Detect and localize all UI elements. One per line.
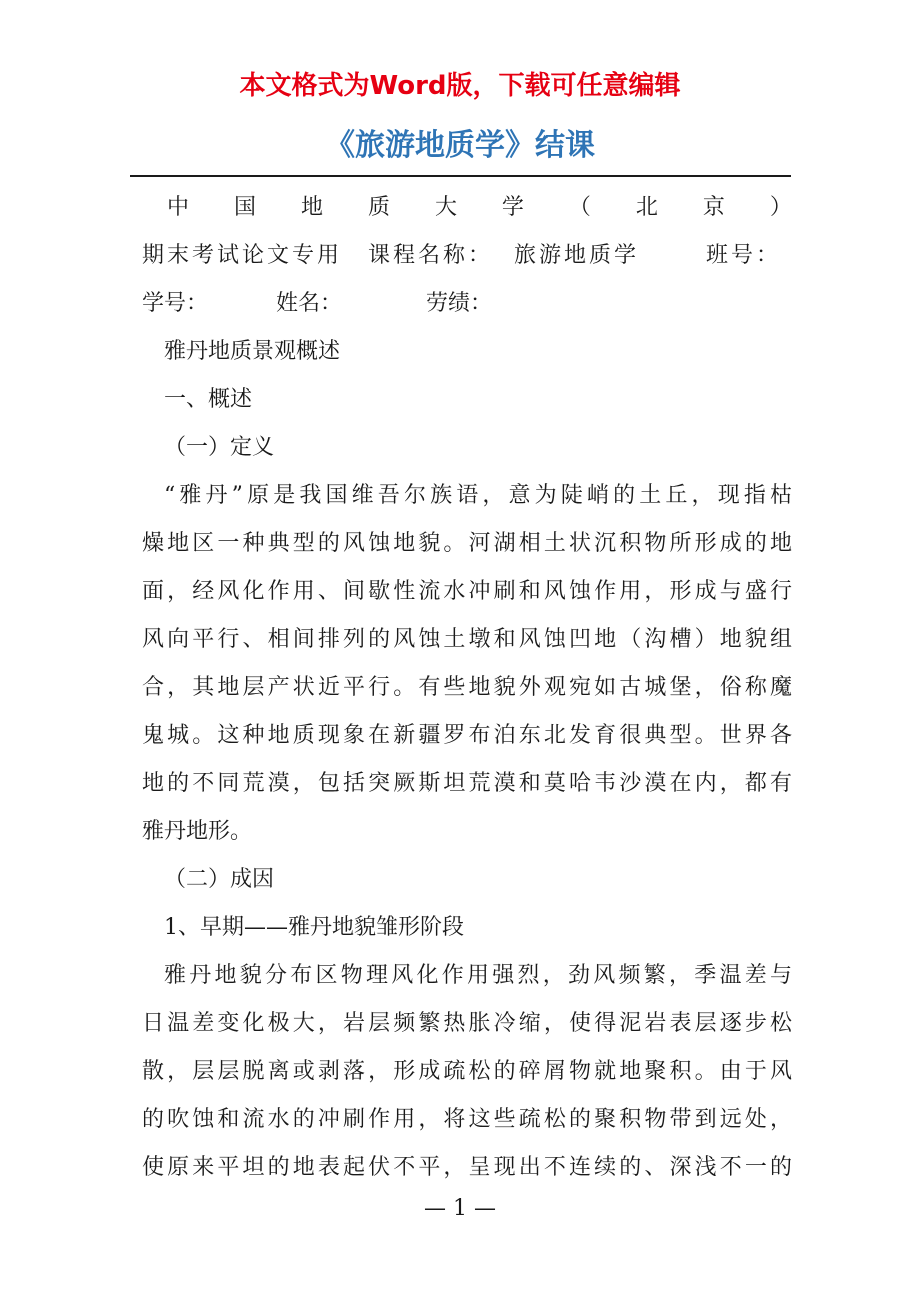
stage-paragraph	[142, 952, 792, 1192]
paragraph-line: 合，其地层产状近平行。有些地貌外观宛如古城堡，俗称魔	[142, 675, 792, 700]
name-label: 姓名：	[276, 291, 343, 316]
paragraph-line: 燥地区一种典型的风蚀地貌。河湖相土状沉积物所形成的地	[142, 531, 792, 556]
university-line	[142, 184, 792, 232]
exam-label: 期末考试论文专用	[142, 243, 343, 268]
document-body	[142, 184, 792, 1192]
university-char: 中	[167, 195, 190, 220]
score-label: 劳绩：	[426, 291, 493, 316]
university-char: （	[568, 195, 591, 220]
download-banner: 本文格式为Word版，下载可任意编辑	[239, 71, 681, 101]
paragraph-line: 日温差变化极大，岩层频繁热胀冷缩，使得泥岩表层逐步松	[142, 1011, 792, 1036]
class-label: 班号：	[706, 243, 782, 268]
student-meta-line	[142, 280, 792, 328]
exam-meta-line	[142, 232, 792, 280]
course-label: 课程名称：	[368, 243, 494, 268]
university-char: 国	[233, 195, 256, 220]
university-char: 质	[367, 195, 390, 220]
paragraph-line: 地的不同荒漠，包括突厥斯坦荒漠和莫哈韦沙漠在内，都有	[142, 771, 792, 796]
university-char: 学	[501, 195, 524, 220]
page-number: — 1 —	[424, 1196, 496, 1221]
university-char: 地	[300, 195, 323, 220]
paragraph-line: 散，层层脱离或剥落，形成疏松的碎屑物就地聚积。由于风	[142, 1059, 792, 1084]
university-char: 京	[702, 195, 725, 220]
paragraph-line: 雅丹地貌分布区物理风化作用强烈，劲风频繁，季温差与	[164, 963, 792, 988]
university-char: ）	[769, 195, 792, 220]
paragraph-line: 的吹蚀和流水的冲刷作用，将这些疏松的聚积物带到远处，	[142, 1107, 792, 1132]
paragraph-line: 使原来平坦的地表起伏不平，呈现出不连续的、深浅不一的	[142, 1155, 792, 1180]
course-value: 旅游地质学	[514, 243, 640, 268]
document-title: 《旅游地质学》结课	[325, 128, 595, 163]
paragraph-line: 风向平行、相间排列的风蚀土墩和风蚀凹地（沟槽）地貌组	[142, 627, 792, 652]
definition-paragraph	[142, 472, 792, 856]
header-divider	[130, 175, 791, 177]
paragraph-line: 鬼城。这种地质现象在新疆罗布泊东北发育很典型。世界各	[142, 723, 792, 748]
subsection-heading: （一）定义	[164, 435, 275, 460]
paragraph-line: 雅丹地形。	[142, 819, 253, 844]
paragraph-line: “雅丹”原是我国维吾尔族语，意为陡峭的土丘，现指枯	[164, 483, 792, 508]
subsection-heading: （二）成因	[164, 867, 275, 892]
student-id-label: 学号：	[142, 291, 209, 316]
stage-heading: 1、早期——雅丹地貌雏形阶段	[164, 915, 464, 940]
university-char: 大	[434, 195, 457, 220]
paragraph-line: 面，经风化作用、间歇性流水冲刷和风蚀作用，形成与盛行	[142, 579, 792, 604]
university-char: 北	[635, 195, 658, 220]
essay-title: 雅丹地质景观概述	[164, 339, 341, 364]
section-heading: 一、概述	[164, 387, 253, 412]
